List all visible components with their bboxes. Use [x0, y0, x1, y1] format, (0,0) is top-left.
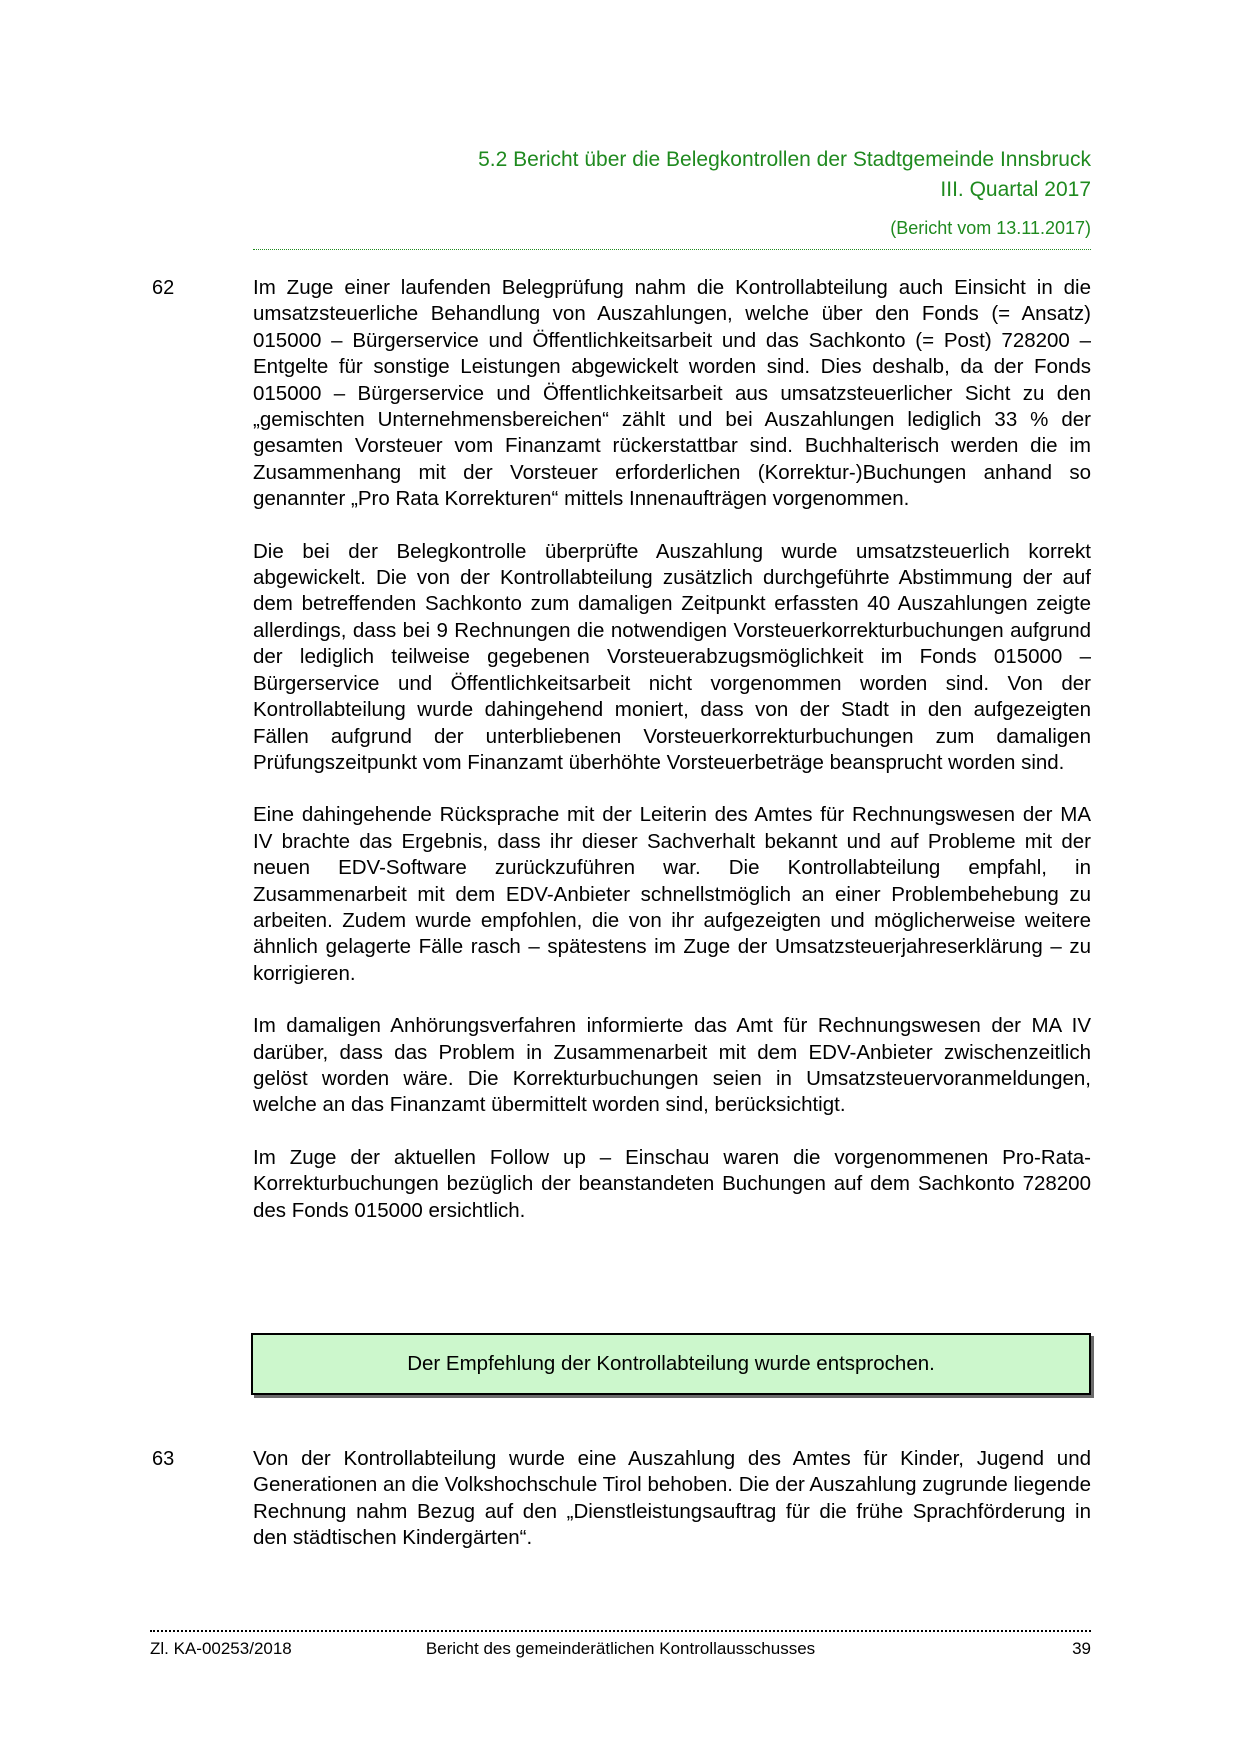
paragraph: Eine dahingehende Rücksprache mit der Leiterin des Amtes für Rechnungswesen der MA IV brachte das Ergebnis, dass ihr dieser Sachverhalt bekannt und auf Probleme mit der neuen EDV-Software zurückzuführen war. Die Kontrollabteilung empfahl, in Zusammenarbeit mit dem EDV-Anbieter schnellstmöglich an einer Problembehebung zu arbeiten. Zudem wurde empfohlen, die von ihr aufgezeigten und möglicherweise weitere ähnlich gelagerte Fälle rasch – spätestens im Zuge der Umsatzsteuerjahreserklärung – zu korrigieren. — [253, 803, 1091, 985]
header-divider — [253, 249, 1091, 250]
header-quarter: III. Quartal 2017 — [940, 178, 1091, 201]
header-report-date: (Bericht vom 13.11.2017) — [890, 218, 1091, 238]
page-header — [331, 145, 1091, 239]
footer-reference: Zl. KA-00253/2018 — [150, 1639, 292, 1658]
paragraph: Im Zuge einer laufenden Belegprüfung nahm die Kontrollabteilung auch Einsicht in die umsatzsteuerliche Behandlung von Auszahlungen, welche über den Fonds (= Ansatz) 015000 – Bürgerservice und Öffentlichkeitsarbeit und das Sachkonto (= Post) 728200 – Entgelte für sonstige Leistungen abgewickelt worden sind. Dies deshalb, da der Fonds 015000 – Bürgerservice und Öffentlichkeitsarbeit aus umsatzsteuerlicher Sicht zu den „gemischten Unternehmensbereichen“ zählt und bei Auszahlungen lediglich 33 % der gesamten Vorsteuer vom Finanzamt rückerstattbar sind. Buchhalterisch werden die im Zusammenhang mit der Vorsteuer erforderlichen (Korrektur-)Buchungen anhand so genannter „Pro Rata Korrekturen“ mittels Innenaufträgen vorgenommen. — [253, 276, 1091, 511]
footer-title: Bericht des gemeinderätlichen Kontrollausschusses — [425, 1639, 816, 1658]
paragraph: Die bei der Belegkontrolle überprüfte Auszahlung wurde umsatzsteuerlich korrekt abgewickelt. Die von der Kontrollabteilung zusätzlich durchgeführte Abstimmung der auf dem betreffenden Sachkonto zum damaligen Zeitpunkt erfassten 40 Auszahlungen zeigte allerdings, dass bei 9 Rechnungen die notwendigen Vorsteuerkorrekturbuchungen aufgrund der lediglich teilweise gegebenen Vorsteuerabzugsmöglichkeit im Fonds 015000 – Bürgerservice und Öffentlichkeitsarbeit nicht vorgenommen worden sind. Von der Kontrollabteilung wurde dahingehend moniert, dass von der Stadt in den aufgezeigten Fällen aufgrund der unterbliebenen Vorsteuerkorrekturbuchungen zum damaligen Prüfungszeitpunkt vom Finanzamt überhöhte Vorsteuerbeträge beansprucht worden sind. — [253, 539, 1091, 774]
footer-divider — [150, 1630, 1091, 1632]
paragraph: Von der Kontrollabteilung wurde eine Auszahlung des Amtes für Kinder, Jugend und Generationen an die Volkshochschule Tirol behoben. Die der Auszahlung zugrunde liegende Rechnung nahm Bezug auf den „Dienstleistungsauftrag für die frühe Sprachförderung in den städtischen Kindergärten“. — [253, 1447, 1091, 1550]
section-62-body — [253, 275, 1091, 1250]
paragraph: Im Zuge der aktuellen Follow up – Einschau waren die vorgenommenen Pro-Rata-Korrekturbuchungen bezüglich der beanstandeten Buchungen auf dem Sachkonto 728200 des Fonds 015000 ersichtlich. — [253, 1145, 1091, 1222]
page-number: 39 — [1072, 1639, 1091, 1658]
paragraph: Im damaligen Anhörungsverfahren informierte das Amt für Rechnungswesen der MA IV darüber, dass das Problem in Zusammenarbeit mit dem EDV-Anbieter zwischenzeitlich gelöst worden wäre. Die Korrekturbuchungen seien in Umsatzsteuervoranmeldungen, welche an das Finanzamt übermittelt worden sind, berücksichtigt. — [253, 1014, 1091, 1117]
section-number: 62 — [152, 277, 175, 299]
conclusion-box — [251, 1333, 1091, 1395]
section-63-body — [253, 1446, 1091, 1578]
section-number: 63 — [152, 1448, 175, 1470]
header-title: 5.2 Bericht über die Belegkontrollen der Stadtgemeinde Innsbruck — [478, 148, 1091, 171]
conclusion-text: Der Empfehlung der Kontrollabteilung wurde entsprochen. — [407, 1352, 935, 1375]
